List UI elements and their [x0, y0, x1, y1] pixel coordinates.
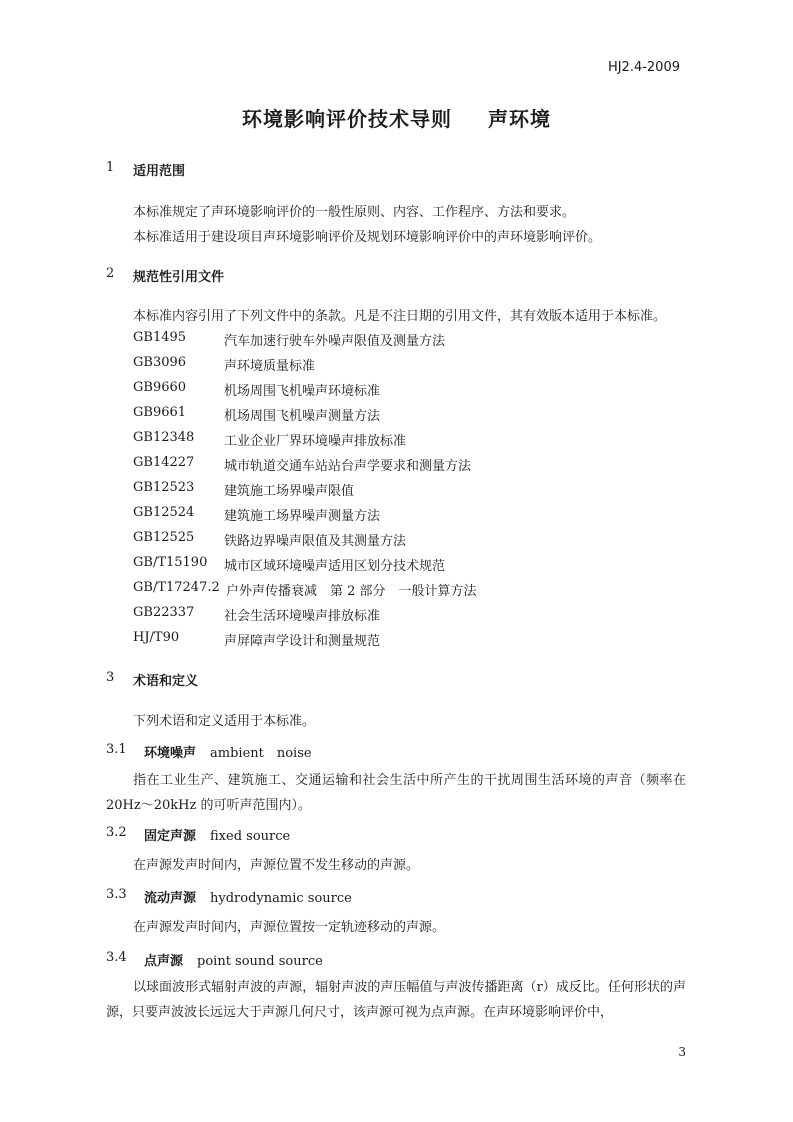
reference-code: GB12524 [133, 505, 195, 520]
reference-title: 城市区域环境噪声适用区划分技术规范 [224, 559, 446, 574]
term-number: 3.1 [106, 742, 127, 757]
section-1-paragraph-2: 本标准适用于建设项目声环境影响评价及规划环境影响评价中的声环境影响评价。 [133, 230, 602, 245]
term-definition: 以球面波形式辐射声波的声源，辐射声波的声压幅值与声波传播距离（r）成反比。任何形状的声源，只要声波波长远远大于声源几何尺寸，该声源可视为点声源。在声环境影响评价中， [106, 980, 686, 1020]
reference-title: 工业企业厂界环境噪声排放标准 [224, 434, 407, 449]
reference-code: GB12348 [133, 430, 195, 445]
reference-title: 建筑施工场界噪声限值 [224, 484, 355, 499]
reference-title: 机场周围飞机噪声测量方法 [224, 409, 381, 424]
term-en: fixed source [210, 829, 291, 844]
page-number: 3 [678, 1045, 686, 1059]
section-3-title: 术语和定义 [133, 674, 199, 689]
section-2-number: 2 [106, 266, 115, 281]
reference-code: GB9661 [133, 405, 187, 420]
section-1-number: 1 [106, 160, 115, 175]
reference-title: 户外声传播衰减 第 2 部分 一般计算方法 [226, 584, 477, 599]
standard-code: HJ2.4-2009 [607, 60, 680, 75]
reference-code: HJ/T90 [133, 630, 180, 645]
document-title [0, 103, 793, 132]
term-en: hydrodynamic source [210, 891, 352, 906]
term-en: point sound source [197, 954, 323, 969]
reference-title: 社会生活环境噪声排放标准 [224, 609, 381, 624]
reference-code: GB9660 [133, 380, 187, 395]
term-cn: 固定声源 [144, 829, 197, 844]
section-2-title: 规范性引用文件 [133, 270, 225, 285]
reference-title: 城市轨道交通车站站台声学要求和测量方法 [224, 459, 472, 474]
term-number: 3.2 [106, 825, 127, 840]
term-number: 3.3 [106, 887, 127, 902]
reference-title: 建筑施工场界噪声测量方法 [224, 509, 381, 524]
reference-code: GB22337 [133, 605, 195, 620]
reference-code: GB12525 [133, 530, 195, 545]
reference-code: GB12523 [133, 480, 195, 495]
term-heading [144, 742, 312, 761]
reference-title: 铁路边界噪声限值及其测量方法 [224, 534, 407, 549]
reference-title: 汽车加速行驶车外噪声限值及测量方法 [224, 334, 446, 349]
term-cn: 流动声源 [144, 891, 197, 906]
term-definition: 在声源发声时间内，声源位置不发生移动的声源。 [133, 858, 420, 873]
section-3-number: 3 [106, 670, 115, 685]
reference-title: 声环境质量标准 [224, 359, 316, 374]
term-heading [144, 825, 290, 844]
section-3-intro: 下列术语和定义适用于本标准。 [133, 714, 316, 729]
reference-code: GB14227 [133, 455, 195, 470]
term-cn: 环境噪声 [144, 746, 197, 761]
term-cn: 点声源 [144, 954, 184, 969]
reference-code: GB/T15190 [133, 555, 208, 570]
term-en: ambient noise [210, 746, 312, 761]
term-heading [144, 887, 352, 906]
reference-code: GB/T17247.2 [133, 580, 220, 595]
reference-code: GB3096 [133, 355, 187, 370]
reference-title: 机场周围飞机噪声环境标准 [224, 384, 381, 399]
term-heading [144, 950, 323, 969]
term-definition: 指在工业生产、建筑施工、交通运输和社会生活中所产生的干扰周围生活环境的声音（频率在 20Hz～20kHz 的可听声范围内）。 [106, 773, 686, 813]
title-sub: 声环境 [488, 107, 551, 131]
section-2-intro: 本标准内容引用了下列文件中的条款。凡是不注日期的引用文件，其有效版本适用于本标准。 [133, 309, 667, 324]
reference-title: 声屏障声学设计和测量规范 [224, 634, 381, 649]
section-1-title: 适用范围 [133, 164, 186, 179]
section-1-paragraph-1: 本标准规定了声环境影响评价的一般性原则、内容、工作程序、方法和要求。 [133, 205, 576, 220]
title-main: 环境影响评价技术导则 [242, 107, 452, 131]
term-definition: 在声源发声时间内，声源位置按一定轨迹移动的声源。 [133, 920, 446, 935]
reference-code: GB1495 [133, 330, 187, 345]
term-number: 3.4 [106, 950, 127, 965]
